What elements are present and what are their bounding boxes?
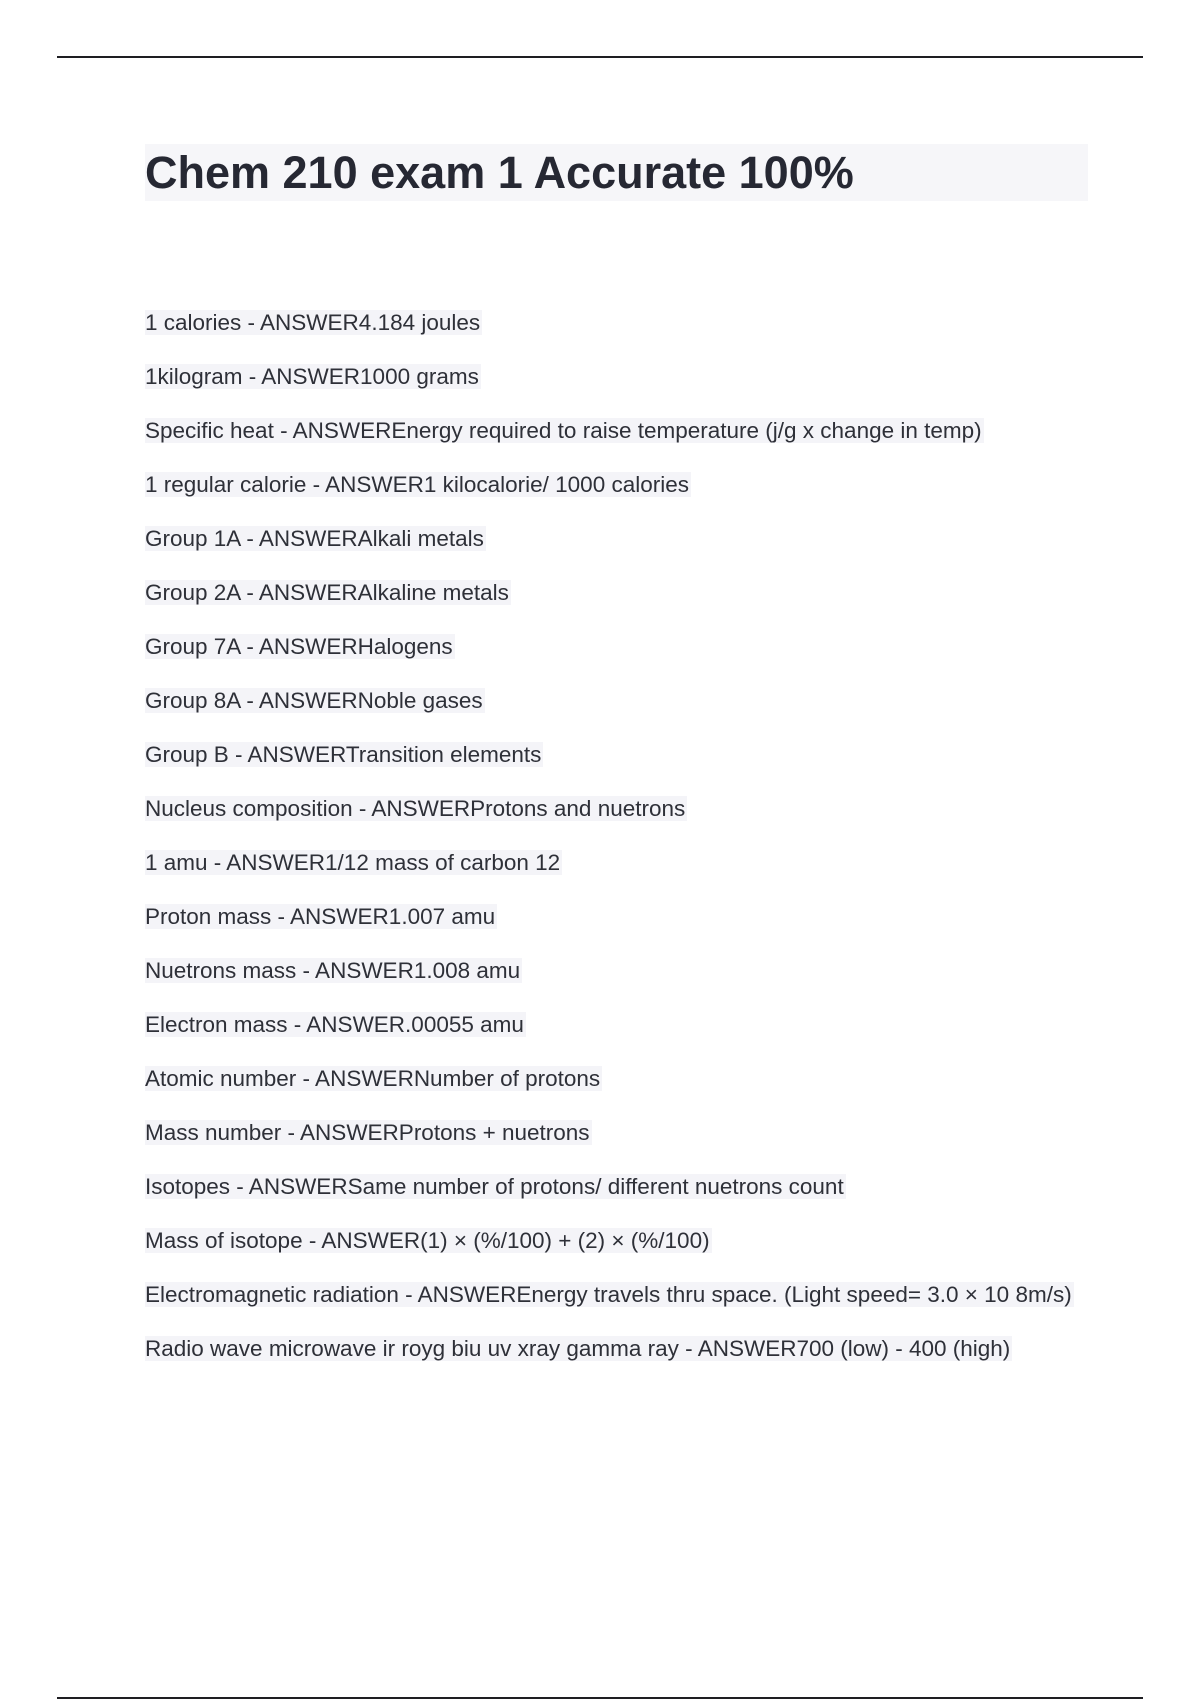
- list-item: [145, 957, 1095, 985]
- item-text: Atomic number - ANSWERNumber of protons: [145, 1066, 601, 1091]
- list-item: [145, 633, 1095, 661]
- list-item: [145, 1011, 1095, 1039]
- list-item: [145, 795, 1095, 823]
- item-text: Specific heat - ANSWEREnergy required to raise temperature (j/g x change in temp): [145, 418, 982, 443]
- item-text: Nuetrons mass - ANSWER1.008 amu: [145, 958, 521, 983]
- list-item: [145, 309, 1095, 337]
- item-text: Group 7A - ANSWERHalogens: [145, 634, 453, 659]
- item-text: Group B - ANSWERTransition elements: [145, 742, 542, 767]
- item-text: Mass number - ANSWERProtons + nuetrons: [145, 1120, 590, 1145]
- list-item: [145, 363, 1095, 391]
- list-item: [145, 1065, 1095, 1093]
- top-divider: [57, 56, 1143, 58]
- item-text: Mass of isotope - ANSWER(1) × (%/100) + (2) × (%/100): [145, 1228, 710, 1253]
- bottom-divider: [57, 1697, 1143, 1699]
- item-text: Group 1A - ANSWERAlkali metals: [145, 526, 484, 551]
- item-text: Proton mass - ANSWER1.007 amu: [145, 904, 496, 929]
- item-text: 1 amu - ANSWER1/12 mass of carbon 12: [145, 850, 561, 875]
- list-item: [145, 849, 1095, 877]
- item-text: 1 regular calorie - ANSWER1 kilocalorie/ 1000 calories: [145, 472, 689, 497]
- list-item: [145, 417, 1095, 445]
- list-item: [145, 741, 1095, 769]
- item-text: Nucleus composition - ANSWERProtons and nuetrons: [145, 796, 686, 821]
- title-block: [145, 144, 1088, 201]
- item-text: 1kilogram - ANSWER1000 grams: [145, 364, 479, 389]
- list-item: [145, 1227, 1095, 1255]
- item-text: 1 calories - ANSWER4.184 joules: [145, 310, 481, 335]
- list-item: [145, 1119, 1095, 1147]
- item-text: Radio wave microwave ir royg biu uv xray gamma ray - ANSWER700 (low) - 400 (high): [145, 1336, 1011, 1361]
- list-item: [145, 687, 1095, 715]
- item-text: Isotopes - ANSWERSame number of protons/ different nuetrons count: [145, 1174, 844, 1199]
- list-item: [145, 525, 1095, 553]
- item-text: Electron mass - ANSWER.00055 amu: [145, 1012, 524, 1037]
- list-item: [145, 1335, 1095, 1363]
- item-text: Group 2A - ANSWERAlkaline metals: [145, 580, 509, 605]
- item-text: Electromagnetic radiation - ANSWEREnergy travels thru space. (Light speed= 3.0 × 10 8m/s): [145, 1282, 1072, 1307]
- list-item: [145, 1281, 1095, 1309]
- page-title: Chem 210 exam 1 Accurate 100%: [145, 147, 854, 198]
- answer-list: [145, 309, 1095, 1389]
- list-item: [145, 471, 1095, 499]
- list-item: [145, 903, 1095, 931]
- list-item: [145, 1173, 1095, 1201]
- item-text: Group 8A - ANSWERNoble gases: [145, 688, 483, 713]
- list-item: [145, 579, 1095, 607]
